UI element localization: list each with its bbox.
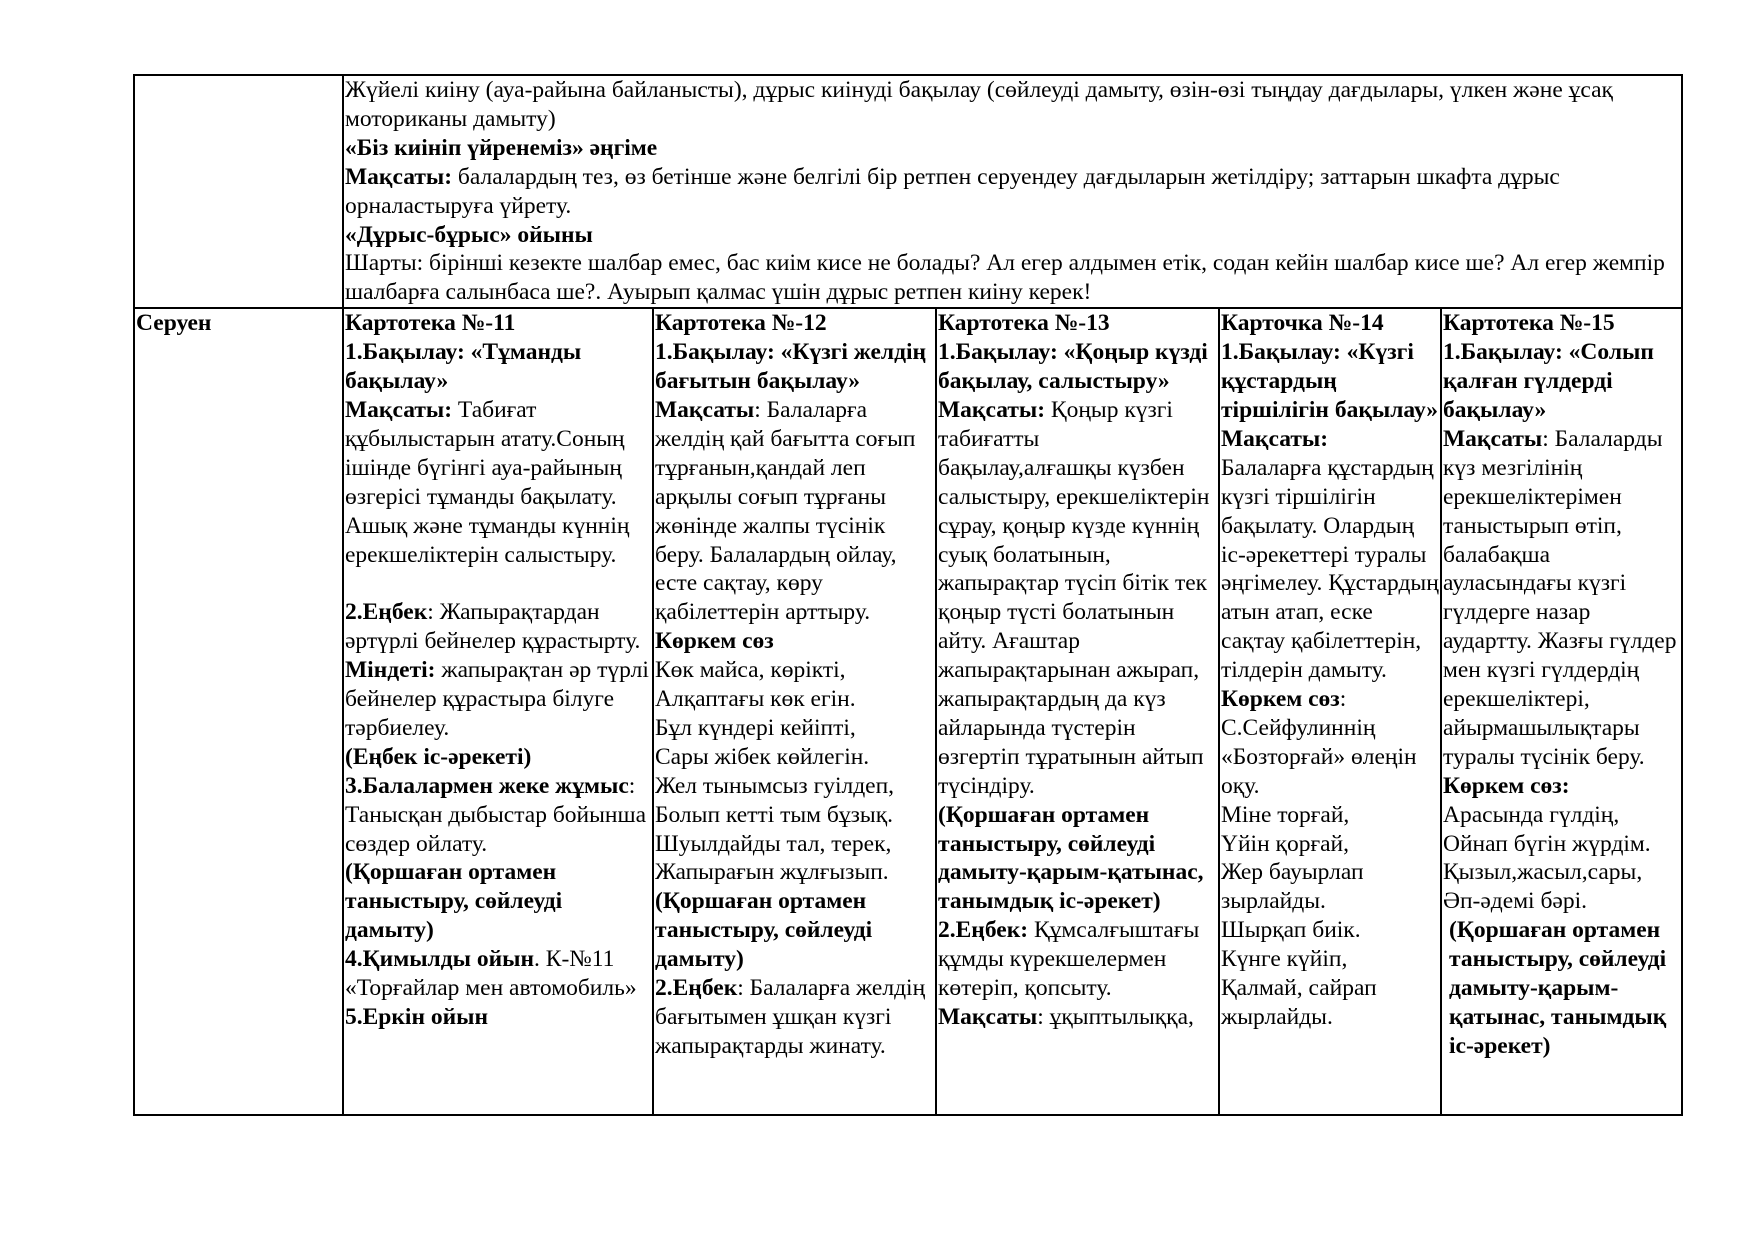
game-text: . К-№11 «Торғайлар мен автомобиль» xyxy=(345,946,637,1002)
activity-type: (Қоршаған ортамен таныстыру, сөйлеуді дамыту-қарым-қатынас, танымдық іс-әрекет) xyxy=(1449,917,1667,1059)
labor-text: : Балаларға желдің бағытымен ұшқан күзгі жапырақтарды жинату. xyxy=(655,975,926,1059)
activity-type: (Қоршаған ортамен таныстыру, сөйлеуді дамыту) xyxy=(345,859,563,944)
empty-label-cell xyxy=(134,75,343,308)
poem-label: Көркем сөз: xyxy=(1443,772,1570,799)
observation-title: 1.Бақылау: «Күзгі құстардың тіршілігін бақылау» xyxy=(1221,339,1439,423)
labor-label: 2.Еңбек: xyxy=(938,917,1029,944)
task xyxy=(345,656,651,743)
game-rules: Шарты: бірінші кезекте шалбар емес, бас киім кисе не болады? Ал егер алдымен етік, содан кейін шалбар кисе ше? Ал егер жемпір шалбарға салынбаса ше?. Ауырып қалмас үшін дұрыс ретпен киіну керек! xyxy=(345,250,1665,306)
labor xyxy=(345,598,651,656)
poem-line: Ойнап бүгін жүрдім. xyxy=(1443,830,1651,857)
dressing-goal xyxy=(345,163,1680,221)
task-label: Міндеті: xyxy=(345,657,436,684)
labor-label: 2.Еңбек xyxy=(345,599,428,626)
observation-title: 1.Бақылау: «Күзгі желдің бағытын бақылау» xyxy=(655,339,927,395)
goal xyxy=(938,1003,1217,1032)
goal-text: балалардың тез, өз бетінше және белгілі бір ретпен серуендеу дағдыларын жетілдіру; заттарын шкафта дұрыс орналастыруға үйрету. xyxy=(345,163,1560,219)
goal xyxy=(1443,425,1680,772)
free-game: 5.Еркін ойын xyxy=(345,1003,489,1030)
card-13 xyxy=(936,308,1219,1115)
card-title: Карточка №-14 xyxy=(1221,310,1384,337)
observation-title: 1.Бақылау: «Қоңыр күзді бақылау, салыстыру» xyxy=(938,339,1208,395)
goal-text: : ұқыптылыққа, xyxy=(1037,1004,1194,1030)
card-title: Картотека №-13 xyxy=(938,310,1110,337)
activity-type: (Еңбек іс-әрекеті) xyxy=(345,743,532,770)
plan-table xyxy=(133,74,1683,1116)
poem-line: Шуылдайды тал, терек, xyxy=(655,830,892,857)
poem-line: жырлайды. xyxy=(1221,1004,1333,1030)
labor-text: Құмсалғыштағы құмды күрекшелермен көтеріп, қопсыту. xyxy=(938,917,1200,1002)
poem-line: Әп-әдемі бәрі. xyxy=(1443,888,1588,915)
poem-line: Күнге күйіп, xyxy=(1221,946,1348,973)
poem-line: Бұл күндері кейіпті, xyxy=(655,714,856,741)
task-text: жапырақтан әр түрлі бейнелер құрастыра білуге тәрбиелеу. xyxy=(345,657,649,741)
goal-text: Табиғат құбылыстарын атату.Соның ішінде бүгінгі ауа-райының өзгерісі тұманды бақылату. Ашық және тұманды күннің ерекшеліктерін салыстыру. xyxy=(345,396,630,568)
poem-source: : С.Сейфулиннің «Бозторғай» өлеңін оқу. xyxy=(1221,686,1417,799)
card-title: Картотека №-12 xyxy=(655,310,827,337)
poem-line: Арасында гүлдің, xyxy=(1443,801,1620,828)
work-label: 3.Балалармен жеке жұмыс xyxy=(345,772,629,799)
dressing-intro: Жүйелі киіну (ауа-райына байланысты), дұрыс киінуді бақылау (сөйлеуді дамыту, өзін-өзі тыңдау дағдылары, үлкен және ұсақ моториканы дамыту) xyxy=(345,77,1613,132)
goal xyxy=(345,396,651,569)
individual-work xyxy=(345,772,651,859)
poem-line: зырлайды. xyxy=(1221,888,1326,915)
work-text: : Танысқан дыбыстар бойынша сөздер ойлату. xyxy=(345,772,647,857)
poem-line: Жапырағын жұлғызып. xyxy=(655,859,889,886)
goal-label: Мақсаты: xyxy=(345,163,453,190)
poem-line: Сары жібек көйлегін. xyxy=(655,743,870,770)
poem-intro xyxy=(1221,685,1439,801)
goal-label: Мақсаты: xyxy=(938,396,1046,423)
poem-line: Болып кетті тым бұзық. xyxy=(655,801,893,828)
walk-row xyxy=(134,308,1682,1115)
dressing-cell xyxy=(343,75,1682,308)
goal xyxy=(938,396,1217,801)
poem-line: Шырқап биік. xyxy=(1221,917,1361,944)
labor xyxy=(938,916,1217,1003)
labor xyxy=(655,974,934,1061)
dressing-row xyxy=(134,75,1682,308)
active-game xyxy=(345,945,651,1003)
goal-text: Балаларға құстардың күзгі тіршілігін бақылату. Олардың іс-әрекеттері туралы әңгімелеу. Құстардың атын атап, еске сақтау қабілеттерін, тілдерін дамыту. xyxy=(1221,454,1439,684)
poem-line: Міне торғай, xyxy=(1221,801,1350,828)
game-label: 4.Қимылды ойын xyxy=(345,946,535,973)
poem-line: Қызыл,жасыл,сары, xyxy=(1443,859,1643,886)
poem-line: Қалмай, сайрап xyxy=(1221,975,1377,1002)
goal-text: : Балаларға желдің қай бағытта соғып тұрғанын,қандай леп арқылы соғып тұрғаны жөнінде жалпы түсінік беру. Балалардың ойлау, есте сақтау, көру қабілеттерін арттыру. xyxy=(655,396,916,626)
goal-text: Қоңыр күзгі табиғатты бақылау,алғашқы күзбен салыстыру, ерекшеліктерін сұрау, қоңыр күзде күннің суық болатынын, жапырақтар түсіп бітік тек қоңыр түсті болатынын айту. Ағаштар жапырақтарынан ажырап, жапырақтардың да күз айларында түстерін өзгертіп тұратынын айтып түсіндіру. xyxy=(938,396,1210,799)
labor-label: 2.Еңбек xyxy=(655,975,738,1002)
card-11 xyxy=(343,308,653,1115)
card-title: Картотека №-11 xyxy=(345,310,516,337)
spacer xyxy=(345,569,651,598)
poem-label: Көркем сөз xyxy=(1221,686,1340,713)
labor-text: : Жапырақтардан әртүрлі бейнелер құрастырту. xyxy=(345,599,641,655)
goal-label: Мақсаты xyxy=(655,396,755,423)
section-label: Серуен xyxy=(134,308,343,1115)
poem-line: Үйін қорғай, xyxy=(1221,830,1349,857)
poem-line: Жел тынымсыз гуілдеп, xyxy=(655,772,895,799)
talk-title: «Біз киініп үйренеміз» әңгіме xyxy=(345,134,658,161)
goal xyxy=(655,396,934,627)
poem-line: Жер бауырлап xyxy=(1221,859,1364,886)
observation-title: 1.Бақылау: «Тұманды бақылау» xyxy=(345,339,582,395)
poem-line: Көк майса, көрікті, xyxy=(655,657,846,684)
goal-label: Мақсаты: xyxy=(1221,425,1329,452)
activity-type: (Қоршаған ортамен таныстыру, сөйлеуді дамыту-қарым-қатынас, танымдық іс-әрекет) xyxy=(938,801,1204,915)
goal-text: : Балаларды күз мезгілінің ерекшеліктерімен таныстырып өтіп, балабақша ауласындағы күзгі гүлдерге назар аудартту. Жазғы гүлдер мен күзгі гүлдердің ерекшеліктері, айырмашылықтары туралы түсінік беру. xyxy=(1443,425,1677,770)
card-12 xyxy=(653,308,936,1115)
poem-label: Көркем сөз xyxy=(655,628,774,655)
activity-type: (Қоршаған ортамен таныстыру, сөйлеуді дамыту) xyxy=(655,888,873,973)
card-15 xyxy=(1441,308,1682,1115)
poem-line: Алқаптағы көк егін. xyxy=(655,686,856,713)
card-title: Картотека №-15 xyxy=(1443,310,1615,337)
card-14 xyxy=(1219,308,1441,1115)
goal-label: Мақсаты xyxy=(938,1004,1038,1030)
observation-title: 1.Бақылау: «Солып қалған гүлдерді бақылау» xyxy=(1443,339,1654,423)
game-title: «Дұрыс-бұрыс» ойыны xyxy=(345,221,593,248)
goal-label: Мақсаты: xyxy=(345,396,453,423)
goal-label: Мақсаты xyxy=(1443,425,1543,452)
